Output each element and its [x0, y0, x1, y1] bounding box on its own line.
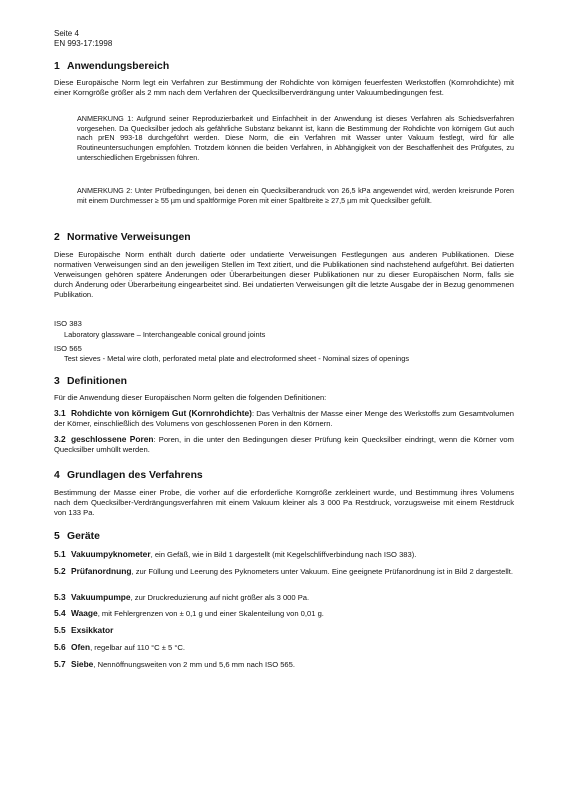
definition-number: 3.1 [54, 408, 66, 418]
item-term: Exsikkator [71, 625, 114, 635]
definition-term: geschlossene Poren [71, 434, 154, 444]
section-title: Geräte [67, 531, 100, 542]
definition-text: : Poren, in die unter den Bedingungen dieser Prüfung kein Quecksilber eindringt, wenn die Körner vom Quecksilber umhüllt werden. [54, 435, 514, 455]
item-term: Prüfanordnung [71, 566, 132, 576]
section-number: 2 [54, 232, 60, 243]
page-number: Seite 4 [54, 29, 79, 38]
item-number: 5.1 [54, 549, 66, 559]
item-text: , Nennöffnungsweiten von 2 mm und 5,6 mm nach ISO 565. [93, 660, 295, 669]
item-number: 5.7 [54, 659, 66, 669]
section-title: Normative Verweisungen [67, 232, 191, 243]
apparatus-item-5-7 [54, 659, 514, 670]
item-term: Waage [71, 608, 98, 618]
item-text: , ein Gefäß, wie in Bild 1 dargestellt (mit Kegelschliffverbindung nach ISO 383). [150, 550, 417, 559]
item-number: 5.6 [54, 642, 66, 652]
definition-text: : Das Verhältnis der Masse einer Menge des Werkstoffs zum Gesamtvolumen der Körner, einschließlich des Volumens von geschlossenen Poren in den Körnern. [54, 409, 514, 429]
section-1-heading [54, 61, 169, 73]
item-term: Ofen [71, 642, 91, 652]
section-4-paragraph: Bestimmung der Masse einer Probe, die vorher auf die erforderliche Korngröße zerkleinert wurde, und Bestimmung ihres Volumens nach dem Quecksilber-Verdrängungsverfahren mit einem Vakuum kleiner als 3 000 Pa Restdruck, vorzugsweise mit einem Restdruck von 133 Pa. [54, 488, 514, 518]
item-text: , zur Füllung und Leerung des Pyknometers unter Vakuum. Eine geeignete Prüfanordnung ist in Bild 2 dargestellt. [131, 567, 513, 576]
definition-number: 3.2 [54, 434, 66, 444]
section-5-heading [54, 531, 100, 543]
note-1: ANMERKUNG 1: Aufgrund seiner Reproduzierbarkeit und Einfachheit in der Anwendung ist dieses Verfahren als Schiedsverfahren vorgesehen. Da Quecksilber jedoch als gefährliche Substanz bekannt ist, kann die Bestimmung der Rohdichte von körnigem Gut auch nach prEN 993-18 durchgeführt werden. Diese Norm, die ein Verfahren mit Wasser unter Vakuum festlegt, wird für alle Routineuntersuchungen empfohlen. Trotzdem können die beiden Verfahren, in Abhängigkeit von der Beschaffenheit des Prüfgutes, zu unterschiedlichen Ergebnissen führen. [77, 114, 514, 162]
document-number: EN 993-17:1998 [54, 39, 113, 48]
apparatus-item-5-4 [54, 608, 514, 619]
section-number: 1 [54, 61, 60, 72]
item-term: Vakuumpyknometer [71, 549, 151, 559]
section-number: 5 [54, 531, 60, 542]
section-1-paragraph: Diese Europäische Norm legt ein Verfahren zur Bestimmung der Rohdichte von körnigen feuerfesten Werkstoffen (Kornrohdichte) mit einer Korngröße größer als 2 mm nach dem Verfahren der Quecksilberverdrängung unter Vakuumbedingungen fest. [54, 78, 514, 98]
item-number: 5.5 [54, 625, 66, 635]
definition-term: Rohdichte von körnigem Gut (Kornrohdichte) [71, 408, 252, 418]
item-text: , mit Fehlergrenzen von ± 0,1 g und einer Skalenteilung von 0,01 g. [97, 609, 324, 618]
section-4-heading [54, 470, 203, 482]
item-term: Vakuumpumpe [71, 592, 131, 602]
reference-title: Test sieves - Metal wire cloth, perforated metal plate and electroformed sheet - Nominal sizes of openings [64, 354, 410, 363]
item-term: Siebe [71, 659, 94, 669]
item-text: , zur Druckreduzierung auf nicht größer als 3 000 Pa. [130, 593, 310, 602]
definition-3-2 [54, 434, 514, 455]
reference-code: ISO 565 [54, 344, 82, 353]
section-title: Definitionen [67, 376, 128, 387]
section-number: 4 [54, 470, 60, 481]
reference-title: Laboratory glassware – Interchangeable conical ground joints [64, 330, 266, 339]
section-number: 3 [54, 376, 60, 387]
note-2: ANMERKUNG 2: Unter Prüfbedingungen, bei denen ein Quecksilberandruck von 26,5 kPa angewendet wird, werden kreisrunde Poren mit einem Durchmesser ≥ 55 µm und spaltförmige Poren mit einer Spaltbreite ≥ 27,5 µm mit Quecksilber gefüllt. [77, 186, 514, 205]
apparatus-item-5-5 [54, 625, 514, 636]
section-2-heading [54, 232, 191, 244]
item-number: 5.2 [54, 566, 66, 576]
apparatus-item-5-2 [54, 566, 514, 577]
item-text: , regelbar auf 110 °C ± 5 °C. [90, 643, 186, 652]
item-number: 5.3 [54, 592, 66, 602]
apparatus-item-5-3 [54, 592, 514, 603]
item-number: 5.4 [54, 608, 66, 618]
reference-code: ISO 383 [54, 319, 82, 328]
section-title: Anwendungsbereich [67, 61, 170, 72]
section-3-heading [54, 376, 127, 388]
section-title: Grundlagen des Verfahrens [67, 470, 203, 481]
apparatus-item-5-6 [54, 642, 514, 653]
section-3-paragraph: Für die Anwendung dieser Europäischen Norm gelten die folgenden Definitionen: [54, 393, 327, 402]
section-2-paragraph: Diese Europäische Norm enthält durch datierte oder undatierte Verweisungen Festlegungen aus anderen Publikationen. Diese normativen Verweisungen sind an den jeweiligen Stellen im Text zitiert, und die Publikationen sind nachstehend aufgeführt. Bei datierten Verweisungen gehören spätere Änderungen oder Überarbeitungen dieser Publikationen nur zu dieser Europäischen Norm, falls sie durch Änderung oder Überarbeitung eingearbeitet sind. Bei undatierten Verweisungen gilt die letzte Ausgabe der in Bezug genommenen Publikation. [54, 250, 514, 300]
apparatus-item-5-1 [54, 549, 514, 560]
definition-3-1 [54, 408, 514, 429]
